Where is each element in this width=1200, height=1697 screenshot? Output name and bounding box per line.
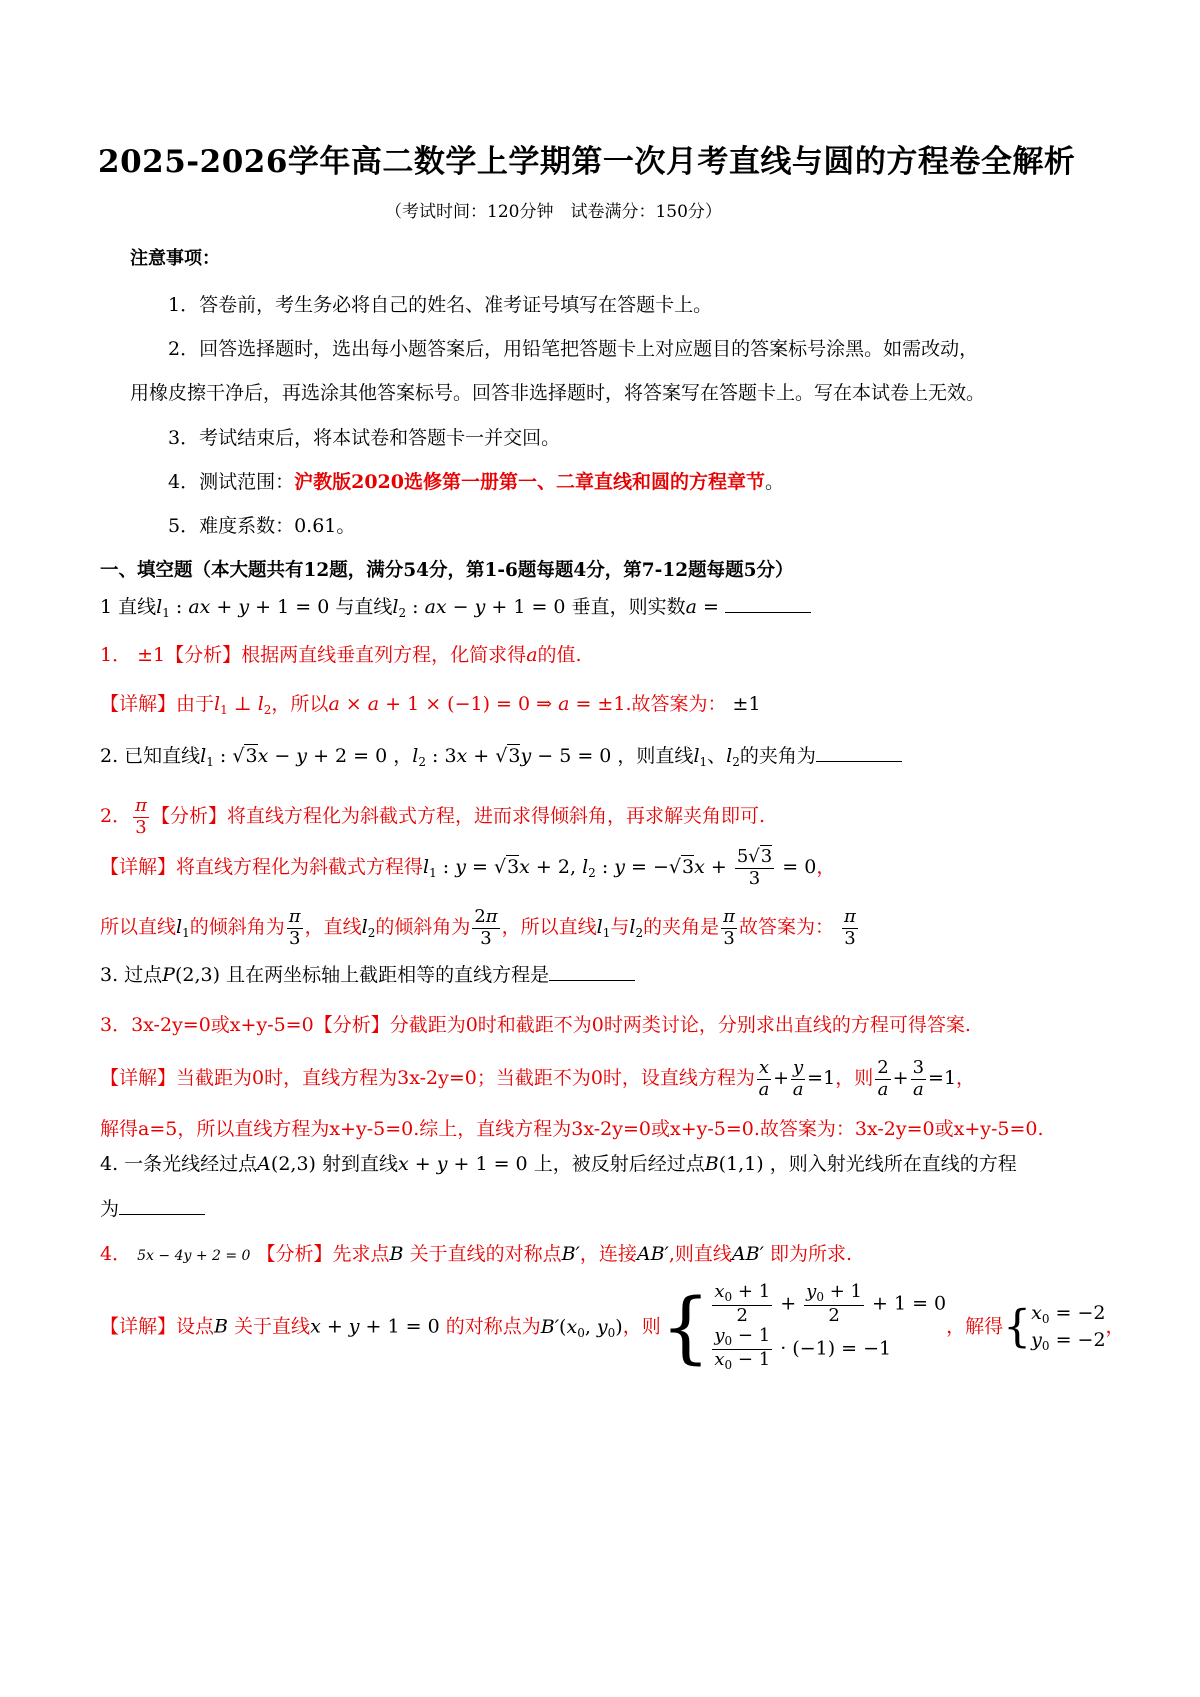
q2-line2-g: 的夹角是 xyxy=(643,916,720,939)
question-2: 2. 已知直线$l_1$ : √3x − y + 2 = 0 ，$l_2$ : 3x + √3y − 5 = 0 ，则直线$l_1$、$l_2$的夹角为 xyxy=(100,743,902,769)
q4-detail-b: 关于直线 xyxy=(234,1315,311,1338)
q2-line2-f: 与 xyxy=(610,916,630,939)
q2-detail: 【详解】将直线方程化为斜截式方程得$l_1$ : y = √3x + 2, $l_2$ : y = −√3x + $\frac{5√3}{3}$ = 0， xyxy=(100,846,836,889)
q4-detail-c: 的对称点为 xyxy=(445,1315,541,1338)
q2-stem-b: ，则直线 xyxy=(617,745,694,767)
q4-detail-tag: 【详解】 xyxy=(100,1315,177,1338)
q4-detail: 【详解】设点B 关于直线x + y + 1 = 0 的对称点为$B'(x_0$, $y_0$)，则{ $\frac{x_0 + 1}{2}$ + $\frac{y_0 + 1}{2}$ + 1 = 0 $\frac{y_0 - 1}{x_0 - 1}$ · (−1) = −1 ，解得{ $x_0 = -2$ $y_0 = -2$ ， xyxy=(100,1281,1125,1373)
equation-system: $\frac{x_0 + 1}{2}$ + $\frac{y_0 + 1}{2}$ + 1 = 0 $\frac{y_0 - 1}{x_0 - 1}$ · (−1) = −1 xyxy=(714,1281,947,1373)
q1-stem-c: 垂直，则实数 xyxy=(571,596,686,618)
q2-line2-c: ，直线 xyxy=(304,916,362,939)
q2-line2-b: 的倾斜角为 xyxy=(189,916,285,939)
q4-detail-a: 设点 xyxy=(176,1315,215,1338)
q4-detail-e: ，解得 xyxy=(946,1315,1004,1338)
answer-blank xyxy=(725,594,811,613)
question-4-line2 xyxy=(100,1196,205,1221)
q4-analysis-a: 先求点 xyxy=(332,1243,390,1265)
q3-answer: 3．3x-2y=0或x+y-5=0 xyxy=(100,1014,314,1036)
question-3: 3. 过点P(2,3) 且在两坐标轴上截距相等的直线方程是 xyxy=(100,962,635,987)
q4-stem-c: 上，被反射后经过点 xyxy=(533,1153,705,1175)
q2-detail-tag: 【详解】 xyxy=(100,856,177,879)
q2-analysis: 将直线方程化为斜截式方程，进而求得倾斜角，再求解夹角即可. xyxy=(226,805,765,828)
q4-detail-f: ， xyxy=(1105,1315,1125,1338)
q4-answer: 4． 5x − 4y + 2 = 0 【分析】先求点B 关于直线的对称点B′，连接AB′,则直线AB′ 即为所求. xyxy=(100,1243,853,1265)
q1-detail-value: ±1 xyxy=(732,693,761,715)
q1-answer-prefix: 1． xyxy=(100,644,132,666)
q1-detail-b: ，所以 xyxy=(271,693,329,715)
answer-blank xyxy=(119,1196,205,1215)
q4-analysis-c: ，连接 xyxy=(579,1243,637,1265)
q2-stem-d: 的夹角为 xyxy=(739,745,816,767)
page-title: 2025-2026学年高二数学上学期第一次月考直线与圆的方程卷全解析 xyxy=(98,144,1076,180)
q3-detail: 【详解】当截距为0时，直线方程为3x-2y=0；当截距不为0时，设直线方程为 $\frac{x}{a}$ + $\frac{y}{a}$ =1，则 $\frac{2}{a}$ + $\frac{3}{a}$ =1， xyxy=(100,1057,976,1100)
note-5: 5．难度系数：0.61。 xyxy=(168,515,356,537)
q3-detail-tag: 【详解】 xyxy=(100,1067,177,1090)
q2-stem-c: 、 xyxy=(707,745,727,767)
q4-analysis-tag: 【分析】 xyxy=(256,1243,333,1265)
q1-detail-tag: 【详解】 xyxy=(100,693,177,715)
note-4-suffix: 。 xyxy=(764,471,784,493)
q1-detail-a: 由于 xyxy=(176,693,215,715)
q2-line2-a: 所以直线 xyxy=(100,916,177,939)
q2-line2-d: 的倾斜角为 xyxy=(375,916,471,939)
note-1: 1．答卷前，考生务必将自己的姓名、准考证号填写在答题卡上。 xyxy=(168,294,713,316)
q2-detail-line2: 所以直线$l_1$的倾斜角为 $\frac{\pi}{3}$ ，直线$l_2$的倾斜角为 $\frac{2\pi}{3}$ ，所以直线$l_1$与$l_2$的夹角是 $\frac{\pi}{3}$ 故答案为： $\frac{\pi}{3}$ xyxy=(100,906,856,949)
q4-stem-b: 射到直线 xyxy=(322,1153,399,1175)
q3-answer xyxy=(100,1014,971,1037)
q1-detail-c: .故答案为： xyxy=(625,693,727,715)
note-3: 3．考试结束后，将本试卷和答题卡一并交回。 xyxy=(168,427,561,449)
q1-answer-value: ±1 xyxy=(137,644,166,666)
q2-detail-a: 将直线方程化为斜截式方程得 xyxy=(176,856,424,879)
answer-blank xyxy=(549,962,635,981)
question-1: 1 直线$l_1$ : ax + y + 1 = 0 与直线$l_2$ : ax − y + 1 = 0 垂直，则实数a = xyxy=(100,594,811,620)
test-range: 沪教版2020选修第一册第一、二章直线和圆的方程章节 xyxy=(294,471,765,493)
q3-detail-b: ，则 xyxy=(835,1067,874,1090)
q1-detail: 【详解】由于$l_1$ ⊥ $l_2$，所以a × a + 1 × (−1) = 0 ⇒ a = ±1.故答案为： ±1 xyxy=(100,693,761,717)
q2-answer-prefix: 2． xyxy=(100,805,132,828)
q3-detail-a: 当截距为0时，直线方程为3x-2y=0；当截距不为0时，设直线方程为 xyxy=(176,1067,755,1090)
q1-answer: 1． ±1【分析】根据两直线垂直列方程，化简求得a的值. xyxy=(100,644,582,666)
note-2a: 2．回答选择题时，选出每小题答案后，用铅笔把答题卡上对应题目的答案标号涂黑。如需改动， xyxy=(168,338,979,360)
q3-analysis-tag: 【分析】 xyxy=(313,1014,390,1036)
q2-line2-e: ，所以直线 xyxy=(501,916,597,939)
solution-system: $x_0 = -2$ $y_0 = -2$ xyxy=(1031,1301,1106,1353)
q4-stem-e: 为 xyxy=(100,1198,120,1220)
q1-stem-b: 与直线 xyxy=(335,596,393,618)
q2-answer xyxy=(100,796,765,838)
q4-stem-d: ，则入射光线所在直线的方程 xyxy=(769,1153,1017,1175)
q3-analysis: 分截距为0时和截距不为0时两类讨论，分别求出直线的方程可得答案. xyxy=(389,1014,971,1036)
q1-analysis-tag: 【分析】 xyxy=(165,644,242,666)
q4-answer-value: 5x − 4y + 2 = 0 xyxy=(137,1248,251,1264)
q4-analysis-e: 即为所求. xyxy=(769,1243,853,1265)
note-4-prefix: 4．测试范围： xyxy=(168,471,295,493)
question-4: 4. 一条光线经过点A(2,3) 射到直线x + y + 1 = 0 上，被反射后经过点B(1,1) ，则入射光线所在直线的方程 xyxy=(100,1153,1017,1175)
q2-analysis-tag: 【分析】 xyxy=(150,805,227,828)
q1-analysis-a: 根据两直线垂直列方程，化简求得 xyxy=(241,644,527,666)
exam-info: （考试时间：120分钟 试卷满分：150分） xyxy=(385,202,722,222)
q4-stem-a: 4. 一条光线经过点 xyxy=(100,1153,258,1175)
note-2b: 用橡皮擦干净后，再选涂其他答案标号。回答非选择题时，将答案写在答题卡上。写在本试卷上无效。 xyxy=(130,382,986,404)
q2-line2-h: 故答案为： xyxy=(738,916,834,939)
q2-stem-a: 2. 已知直线 xyxy=(100,745,201,767)
notes-heading: 注意事项： xyxy=(130,248,220,269)
q4-analysis-b: 关于直线的对称点 xyxy=(409,1243,562,1265)
q4-answer-prefix: 4． xyxy=(100,1243,132,1265)
answer-blank xyxy=(816,743,902,762)
q4-detail-d: ，则 xyxy=(622,1315,661,1338)
q3-stem-b: 且在两坐标轴上截距相等的直线方程是 xyxy=(226,964,550,986)
q3-stem-a: 3. 过点 xyxy=(100,964,163,986)
q1-stem-a: 1 直线 xyxy=(100,596,157,618)
q4-analysis-d: ,则直线 xyxy=(668,1243,732,1265)
pi-over-3: $\frac{\pi}{3}$ xyxy=(135,795,147,838)
section-heading: 一、填空题（本大题共有12题，满分54分，第1-6题每题4分，第7-12题每题5分） xyxy=(100,560,794,581)
q1-analysis-b: 的值. xyxy=(537,644,582,666)
note-4 xyxy=(168,471,784,494)
q3-detail-line2: 解得a=5，所以直线方程为x+y-5=0.综上，直线方程为3x-2y=0或x+y-5=0.故答案为：3x-2y=0或x+y-5=0. xyxy=(100,1118,1044,1140)
